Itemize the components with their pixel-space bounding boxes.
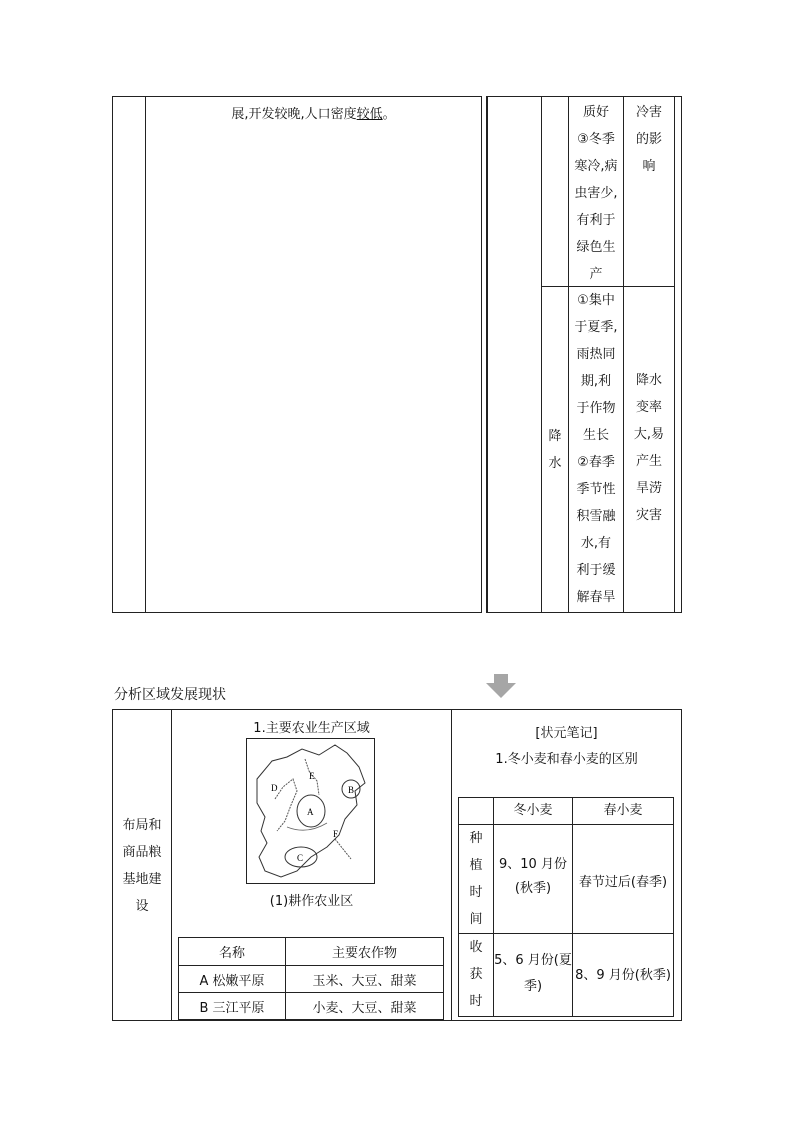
- row1-advantage-cell: [568, 96, 624, 287]
- map-label-e: E: [309, 771, 315, 781]
- map-label-f: F: [333, 829, 339, 839]
- intro-text: 展,开发较晚,人口密度较低。: [231, 107, 396, 122]
- top-table-main-cell: [145, 96, 482, 613]
- wheat-row1-label: 种 植 时 间: [458, 824, 494, 934]
- wheat-header-blank: [458, 797, 494, 825]
- wheat-row2-label: 收 获 时: [458, 933, 494, 1017]
- top-table-right-edge: [674, 96, 682, 613]
- top-subtable-blank-col: [487, 96, 542, 613]
- top-table: [112, 96, 682, 613]
- map-label-c: C: [297, 853, 304, 863]
- row2-disadvantage-cell: [623, 286, 675, 613]
- wheat-row1-spring: 春节过后(春季): [572, 824, 674, 934]
- crop-table: [178, 937, 444, 1020]
- bottom-mid-cell: [171, 709, 452, 1021]
- notes-title: [状元笔记]: [535, 726, 598, 741]
- crop-header-name: 名称: [179, 938, 286, 966]
- wheat-row1-winter: 9、10 月份 (秋季): [493, 824, 573, 934]
- row1-disadvantage-cell: [623, 96, 675, 287]
- wheat-table: [458, 797, 674, 1017]
- farming-map: [246, 738, 375, 884]
- row2-disadvantage-text: 降水 变率 大,易 产生 旱涝 灾害: [633, 373, 665, 523]
- map-caption: (1)耕作农业区: [269, 894, 354, 909]
- table-row: A 松嫩平原 玉米、大豆、甜菜: [179, 966, 444, 993]
- mid-title: 1.主要农业生产区域: [253, 721, 370, 736]
- top-table-left-col: [112, 96, 146, 613]
- wheat-header-winter: 冬小麦: [493, 797, 573, 825]
- map-label-b: B: [348, 785, 355, 795]
- bottom-right-cell: [451, 709, 682, 1021]
- section-title: 分析区域发展现状: [114, 687, 226, 703]
- row1-disadvantage-text: 冷害 的影 响: [635, 105, 662, 174]
- notes-subtitle: 1.冬小麦和春小麦的区别: [495, 752, 638, 767]
- down-arrow-icon: [486, 674, 516, 698]
- map-drawing: [247, 739, 374, 883]
- row1-advantage-text: 质好 ③冬季 寒冷,病 虫害少, 有利于 绿色生 产: [574, 105, 618, 282]
- wheat-header-spring: 春小麦: [572, 797, 674, 825]
- wheat-row2-winter: 5、6 月份(夏 季): [493, 933, 573, 1017]
- row2-factor-cell: [541, 286, 569, 613]
- bottom-left-cell: [112, 709, 172, 1021]
- bottom-table: [112, 709, 682, 1021]
- row1-factor-cell: [541, 96, 569, 287]
- row2-advantage-cell: [568, 286, 624, 613]
- wheat-row2-spring: 8、9 月份(秋季): [572, 933, 674, 1017]
- bottom-left-label: 布局和 商品粮 基地建 设: [122, 818, 162, 914]
- row2-advantage-text: ①集中 于夏季, 雨热同 期,利 于作物 生长 ②春季 季节性 积雪融 水,有 利于缓 解春旱: [574, 293, 618, 605]
- row2-factor-text: 降 水: [548, 429, 562, 471]
- intro-text-underlined: 较低: [356, 107, 383, 122]
- crop-table-header: [179, 938, 444, 966]
- table-row: B 三江平原 小麦、大豆、甜菜: [179, 993, 444, 1020]
- map-label-d: D: [271, 783, 278, 793]
- crop-header-crops: 主要农作物: [286, 938, 444, 966]
- map-label-a: A: [307, 807, 314, 817]
